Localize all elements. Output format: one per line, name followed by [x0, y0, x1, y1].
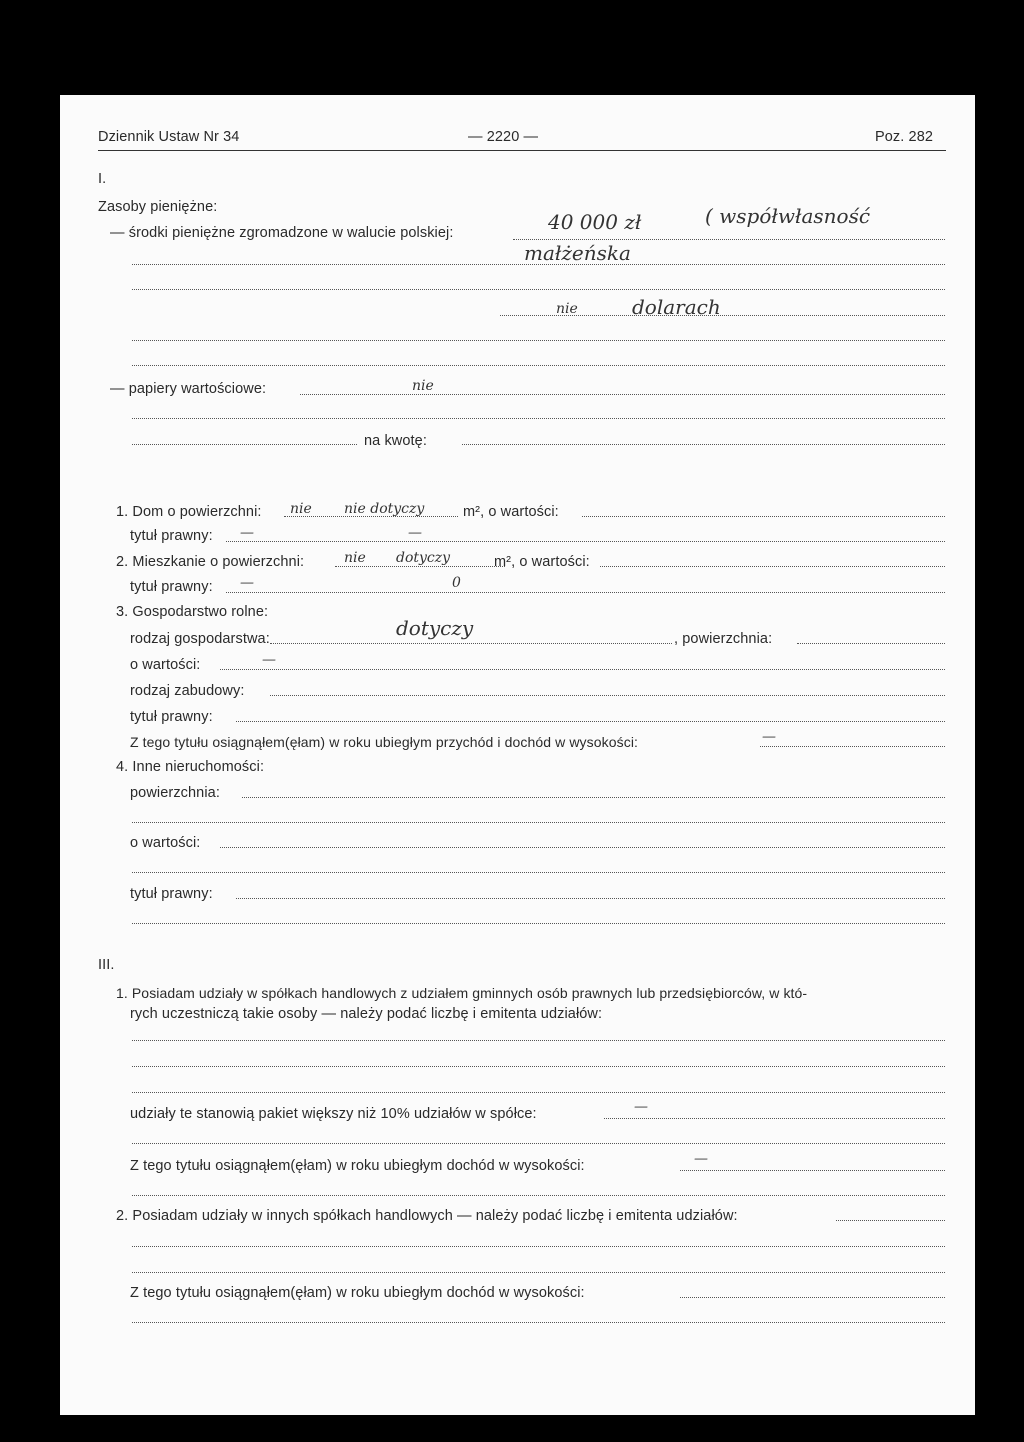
other-area-field-line-2 [132, 822, 945, 823]
farm-buildings-field [270, 695, 945, 696]
flat-title-handwriting: — [240, 575, 254, 591]
shares-item1-line1: 1. Posiadam udziały w spółkach handlowych z udziałem gminnych osób prawnych lub przedsiębiorców, w któ- [116, 985, 808, 1001]
farm-type-handwriting: dotyczy [396, 616, 474, 640]
income1-field-line-2 [132, 1195, 945, 1196]
house-area2-handwriting: nie dotyczy [344, 501, 425, 517]
shares-item1-field-line-2 [132, 1066, 945, 1067]
flat-title-field [226, 592, 945, 593]
farm-title-label: tytuł prawny: [130, 709, 213, 725]
income1-handwriting: — [694, 1151, 708, 1167]
shares-item2-field-line-2 [132, 1246, 945, 1247]
house-area-handwriting: nie [290, 501, 312, 517]
flat-label: 2. Mieszkanie o powierzchni: [116, 554, 305, 570]
farm-buildings-label: rodzaj zabudowy: [130, 683, 245, 699]
flat-title-label: tytuł prawny: [130, 579, 213, 595]
house-label: 1. Dom o powierzchni: [116, 504, 262, 520]
house-title2-handwriting: — [408, 525, 422, 541]
flat-unit-label: m², o wartości: [494, 554, 590, 570]
package-label: udziały te stanowią pakiet większy niż 10% udziałów w spółce: [130, 1106, 537, 1122]
other-value-field [220, 847, 945, 848]
section-1-title: Zasoby pieniężne: [98, 199, 218, 215]
amount-field [462, 444, 945, 445]
package-handwriting: — [634, 1099, 648, 1115]
cash-note-handwriting: ( współwłasność [705, 204, 871, 228]
income2-field [680, 1297, 945, 1298]
securities-field-line-2 [132, 418, 945, 419]
income2-label: Z tego tytułu osiągnąłem(ęłam) w roku ubiegłym dochód w wysokości: [130, 1285, 585, 1301]
house-unit-label: m², o wartości: [463, 504, 559, 520]
flat-area-handwriting: nie [344, 550, 366, 566]
shares-item2-label: 2. Posiadam udziały w innych spółkach handlowych — należy podać liczbę i emitenta udziałów: [116, 1208, 738, 1224]
farm-type-field [270, 643, 672, 644]
header-position: Poz. 282 [875, 129, 934, 145]
cash-field [513, 239, 945, 240]
header-journal-title: Dziennik Ustaw Nr 34 [98, 129, 240, 145]
other-label: 4. Inne nieruchomości: [116, 759, 265, 775]
house-title-handwriting: — [240, 525, 254, 541]
other-area-label: powierzchnia: [130, 785, 220, 801]
other-value-field-line-2 [132, 872, 945, 873]
shares-item1-field [132, 1040, 945, 1041]
shares-item1-field-line-3 [132, 1092, 945, 1093]
house-title-label: tytuł prawny: [130, 528, 213, 544]
farm-title-field [236, 721, 945, 722]
house-title-field [226, 541, 945, 542]
shares-item2-field [836, 1220, 945, 1221]
other-value-label: o wartości: [130, 835, 201, 851]
securities-field-line-3 [132, 444, 357, 445]
cash-field-line-3 [132, 289, 945, 290]
securities-label: — papiery wartościowe: [110, 381, 267, 397]
income1-field [680, 1170, 945, 1171]
other-title-field-line-2 [132, 923, 945, 924]
flat-area-field [335, 566, 505, 567]
package-field [604, 1118, 945, 1119]
farm-value-label: o wartości: [130, 657, 201, 673]
cash-line4-handwriting: dolarach [632, 295, 721, 319]
farm-income-label: Z tego tytułu osiągnąłem(ęłam) w roku ubiegłym przychód i dochód w wysokości: [130, 734, 639, 750]
farm-area-field [797, 643, 945, 644]
flat-title2-handwriting: 0 [452, 575, 461, 591]
shares-item1-line2: rych uczestniczą takie osoby — należy podać liczbę i emitenta udziałów: [130, 1006, 603, 1022]
package-field-line-2 [132, 1143, 945, 1144]
securities-field [300, 394, 945, 395]
cash-field-line-5 [132, 340, 945, 341]
farm-type-label: rodzaj gospodarstwa: [130, 631, 270, 647]
securities-handwriting: nie [412, 378, 434, 394]
flat-area2-handwriting: dotyczy [396, 550, 451, 566]
cash-note2-handwriting: małżeńska [524, 241, 631, 265]
farm-area-label: , powierzchnia: [674, 631, 773, 647]
income2-field-line-2 [132, 1322, 945, 1323]
farm-income-handwriting: — [762, 729, 776, 745]
header-page-number: — 2220 — [468, 129, 539, 145]
shares-item2-field-line-3 [132, 1272, 945, 1273]
other-title-field [236, 898, 945, 899]
header-rule [98, 150, 946, 151]
house-value-field [582, 516, 945, 517]
farm-label: 3. Gospodarstwo rolne: [116, 604, 269, 620]
other-area-field [242, 797, 945, 798]
cash-amount-handwriting: 40 000 zł [548, 210, 642, 234]
section-1-roman: I. [98, 171, 107, 187]
section-3-roman: III. [98, 957, 115, 973]
income1-label: Z tego tytułu osiągnąłem(ęłam) w roku ubiegłym dochód w wysokości: [130, 1158, 585, 1174]
farm-value-handwriting: — [262, 652, 276, 668]
flat-value-field [600, 566, 945, 567]
other-title-label: tytuł prawny: [130, 886, 213, 902]
farm-income-field [760, 746, 945, 747]
cash-label: — środki pieniężne zgromadzone w walucie polskiej: [110, 225, 454, 241]
cash-field-line-6 [132, 365, 945, 366]
farm-value-field [220, 669, 945, 670]
amount-label: na kwotę: [364, 433, 427, 449]
cash-line4-prefix-handwriting: nie [556, 301, 578, 317]
